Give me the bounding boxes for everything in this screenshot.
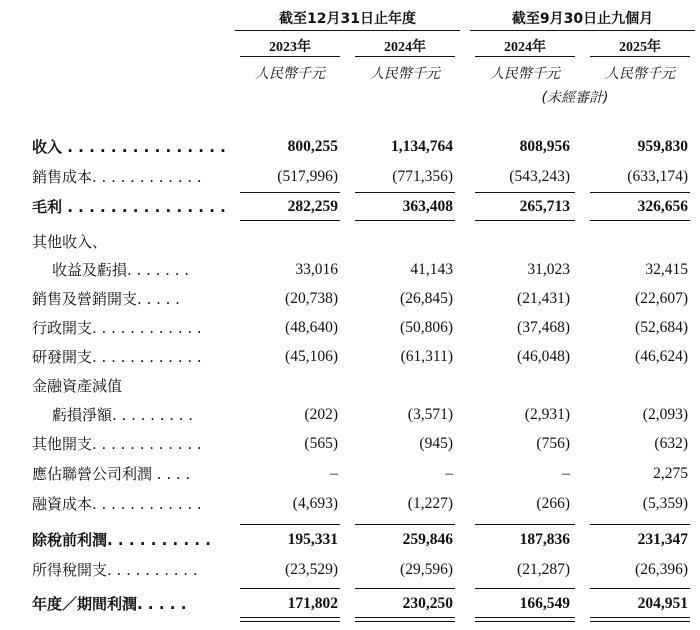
value-cell: (46,048) <box>517 348 570 365</box>
value-cell: (21,431) <box>517 290 570 307</box>
row-label <box>32 430 202 458</box>
value-cell: (4,693) <box>292 495 338 512</box>
row-leader-dots: . . . . . . . . . <box>112 406 194 424</box>
value-cell: 31,023 <box>527 261 570 278</box>
row-label-text: 收入 <box>32 138 63 156</box>
value-cell: (633,174) <box>627 168 688 185</box>
value-cell: 231,347 <box>637 531 688 548</box>
header-unit-col2: 人民幣千元 <box>370 66 440 82</box>
row-label <box>32 490 202 518</box>
row-label <box>32 133 226 161</box>
value-cell: (2,931) <box>524 406 570 423</box>
value-cell: 259,846 <box>402 531 453 548</box>
value-cell: (2,093) <box>642 406 688 423</box>
rule-before-profit-before-tax <box>590 524 690 525</box>
row-leader-dots: . . . . . . . . . . . . . . . <box>62 138 226 156</box>
row-label <box>32 163 202 191</box>
table-row <box>0 314 700 342</box>
value-cell: 808,956 <box>519 138 570 155</box>
row-label <box>52 256 189 284</box>
header-year-col4: 2025年 <box>619 40 661 55</box>
rule-before-period-profit <box>590 588 690 589</box>
row-leader-dots: . . . . . <box>137 595 187 613</box>
value-cell: (37,468) <box>517 319 570 336</box>
header-year-col3: 2024年 <box>504 40 546 55</box>
rule-before-gross-profit <box>355 192 455 193</box>
value-cell: 265,713 <box>519 198 570 215</box>
value-cell: (26,845) <box>400 290 453 307</box>
value-cell: 959,830 <box>637 138 688 155</box>
rule-after-gross-profit <box>355 220 455 221</box>
value-cell: (565) <box>304 435 338 452</box>
double-rule-period-profit <box>240 617 340 622</box>
value-cell: (29,596) <box>400 561 453 578</box>
row-label <box>32 285 180 313</box>
row-leader-dots: . . . . . . . <box>127 261 190 279</box>
row-label <box>32 193 226 221</box>
value-cell: (756) <box>536 435 570 452</box>
value-cell: (22,607) <box>635 290 688 307</box>
row-label <box>52 401 193 429</box>
value-cell: 326,656 <box>637 198 688 215</box>
row-leader-dots: . . . . . . . . . . . . . . . <box>62 198 226 216</box>
table-row <box>0 343 700 371</box>
value-cell: 800,255 <box>287 138 338 155</box>
rule-before-profit-before-tax <box>240 524 340 525</box>
row-label <box>32 590 186 618</box>
value-cell: 2,275 <box>653 465 688 482</box>
value-cell: (517,996) <box>277 168 338 185</box>
value-cell: (21,287) <box>517 561 570 578</box>
value-cell: (3,571) <box>407 406 453 423</box>
header-unit-col1: 人民幣千元 <box>255 66 325 82</box>
value-cell: (45,106) <box>285 348 338 365</box>
value-cell: (945) <box>419 435 453 452</box>
table-row <box>0 490 700 518</box>
value-cell: (202) <box>304 406 338 423</box>
table-row <box>0 372 700 400</box>
header-group-nine-months: 截至9月30日止九個月 <box>511 11 654 27</box>
row-label <box>32 526 211 554</box>
header-unit-col4: 人民幣千元 <box>605 66 675 82</box>
table-row <box>0 401 700 429</box>
row-leader-dots: . . . . . . . . . . . . <box>92 168 202 186</box>
rule-before-gross-profit <box>475 192 575 193</box>
row-label-text: 銷售及營銷開支 <box>32 290 138 308</box>
row-label-text: 虧損淨額 <box>52 406 113 424</box>
double-rule-period-profit <box>475 617 575 622</box>
rule-after-gross-profit <box>240 220 340 221</box>
value-cell: (1,227) <box>407 495 453 512</box>
value-cell: (20,738) <box>285 290 338 307</box>
value-cell: 204,951 <box>637 595 688 612</box>
value-cell: (46,624) <box>635 348 688 365</box>
row-label <box>32 314 202 342</box>
value-cell: 282,259 <box>287 198 338 215</box>
row-label <box>32 343 202 371</box>
table-row <box>0 163 700 191</box>
row-label-text: 研發開支 <box>32 348 93 366</box>
rule-before-gross-profit <box>240 192 340 193</box>
row-label-text: 融資成本 <box>32 495 93 513</box>
row-label <box>32 228 107 256</box>
value-cell: – <box>330 465 338 482</box>
value-cell: 187,836 <box>519 531 570 548</box>
table-row <box>0 228 700 256</box>
row-label-text: 年度／期間利潤 <box>32 595 138 613</box>
row-label <box>32 372 122 400</box>
value-cell: 230,250 <box>402 595 453 612</box>
value-cell: 195,331 <box>287 531 338 548</box>
row-label-text: 行政開支 <box>32 319 93 337</box>
header-unit-col3: 人民幣千元 <box>490 66 560 82</box>
value-cell: 33,016 <box>295 261 338 278</box>
table-row <box>0 460 700 488</box>
value-cell: 1,134,764 <box>391 138 453 155</box>
value-cell: (61,311) <box>400 348 453 365</box>
row-leader-dots: . . . . . . . . . . . . <box>92 319 202 337</box>
value-cell: 32,415 <box>645 261 688 278</box>
row-label-text: 金融資產減值 <box>32 377 123 395</box>
row-leader-dots: . . . . <box>152 465 191 483</box>
row-leader-dots: . . . . . <box>137 290 180 308</box>
value-cell: (48,640) <box>285 319 338 336</box>
row-label <box>32 460 190 488</box>
row-label-text: 毛利 <box>32 198 63 216</box>
row-label <box>32 556 198 584</box>
row-label-text: 收益及虧損 <box>52 261 128 279</box>
row-label-text: 銷售成本 <box>32 168 93 186</box>
header-year-col2: 2024年 <box>384 40 426 55</box>
value-cell: 166,549 <box>519 595 570 612</box>
table-row <box>0 430 700 458</box>
value-cell: (771,356) <box>392 168 453 185</box>
row-leader-dots: . . . . . . . . . . . . <box>92 348 202 366</box>
table-row <box>0 526 700 554</box>
double-rule-period-profit <box>590 617 690 622</box>
table-row <box>0 556 700 584</box>
header-group-year-end: 截至12月31日止年度 <box>279 11 416 27</box>
value-cell: – <box>562 465 570 482</box>
value-cell: (5,359) <box>642 495 688 512</box>
table-row <box>0 193 700 221</box>
header-unaudited-note: (未經審計) <box>541 90 609 106</box>
value-cell: 41,143 <box>410 261 453 278</box>
value-cell: (632) <box>654 435 688 452</box>
rule-before-gross-profit <box>590 192 690 193</box>
value-cell: (50,806) <box>400 319 453 336</box>
row-label-text: 應佔聯營公司利潤 <box>32 465 153 483</box>
value-cell: (23,529) <box>285 561 338 578</box>
rule-before-period-profit <box>240 588 340 589</box>
value-cell: 363,408 <box>402 198 453 215</box>
rule-after-gross-profit <box>590 220 690 221</box>
table-row <box>0 256 700 284</box>
table-row <box>0 590 700 618</box>
rule-before-profit-before-tax <box>355 524 455 525</box>
value-cell: (266) <box>536 495 570 512</box>
rule-before-period-profit <box>355 588 455 589</box>
rule-before-period-profit <box>475 588 575 589</box>
rule-before-profit-before-tax <box>475 524 575 525</box>
value-cell: (52,684) <box>635 319 688 336</box>
row-leader-dots: . . . . . . . . . . . . <box>92 435 202 453</box>
row-label-text: 其他開支 <box>32 435 93 453</box>
table-row <box>0 285 700 313</box>
row-label-text: 除稅前利潤 <box>32 531 108 549</box>
row-label-text: 所得稅開支 <box>32 561 108 579</box>
double-rule-period-profit <box>355 617 455 622</box>
value-cell: 171,802 <box>287 595 338 612</box>
row-label-text: 其他收入、 <box>32 233 108 251</box>
header-year-col1: 2023年 <box>269 40 311 55</box>
value-cell: – <box>445 465 453 482</box>
row-leader-dots: . . . . . . . . . . <box>107 531 211 549</box>
row-leader-dots: . . . . . . . . . . . . <box>92 495 202 513</box>
table-row <box>0 133 700 161</box>
rule-after-gross-profit <box>475 220 575 221</box>
value-cell: (26,396) <box>635 561 688 578</box>
row-leader-dots: . . . . . . . . . . <box>107 561 198 579</box>
value-cell: (543,243) <box>509 168 570 185</box>
